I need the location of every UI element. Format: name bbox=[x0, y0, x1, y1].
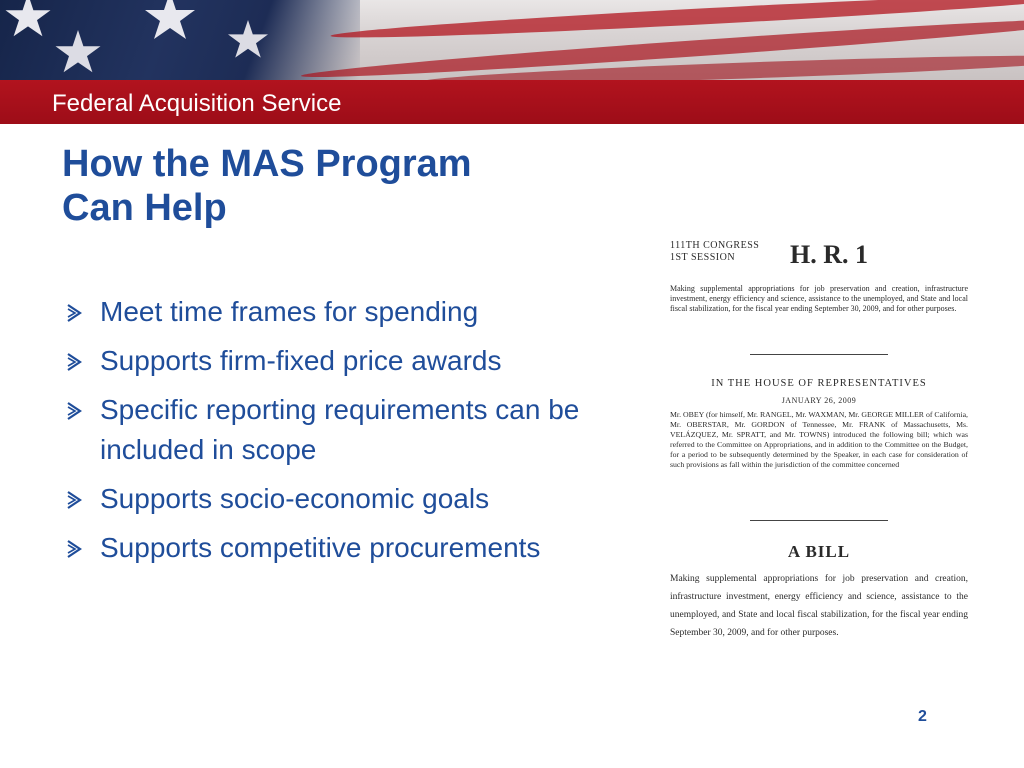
flag-stars bbox=[0, 0, 1024, 80]
bullet-item bbox=[62, 390, 602, 470]
bill-date: JANUARY 26, 2009 bbox=[781, 396, 857, 405]
bill-purpose: Making supplemental appropriations for job preservation and creation, infrastructure investment, energy efficiency and science, assistance to the unemployed, and State and local fiscal stabilization, for the fiscal year ending September 30, 2009, and for other purposes. bbox=[670, 284, 968, 313]
header-banner bbox=[0, 80, 1024, 124]
divider bbox=[750, 354, 888, 355]
bullet-text: Supports firm-fixed price awards bbox=[100, 345, 502, 376]
arrow-bullet-icon bbox=[64, 401, 84, 421]
slide-title-line: How the MAS Program bbox=[62, 143, 472, 185]
session-line: 1ST SESSION bbox=[670, 252, 736, 263]
slide-title-line: Can Help bbox=[62, 187, 227, 229]
slide-title bbox=[62, 142, 602, 230]
arrow-bullet-icon bbox=[64, 303, 84, 323]
star-icon bbox=[145, 0, 195, 39]
bullet-item bbox=[62, 528, 602, 568]
flag-header-image bbox=[0, 0, 1024, 80]
divider bbox=[750, 520, 888, 521]
congress-session bbox=[670, 240, 759, 264]
bullet-text: Meet time frames for spending bbox=[100, 296, 479, 327]
star-icon bbox=[6, 0, 51, 36]
page-number: 2 bbox=[918, 708, 927, 725]
congress-line: 111TH CONGRESS bbox=[670, 240, 760, 251]
arrow-bullet-icon bbox=[64, 490, 84, 510]
chamber-heading: IN THE HOUSE OF REPRESENTATIVES bbox=[711, 378, 927, 389]
arrow-bullet-icon bbox=[64, 352, 84, 372]
star-icon bbox=[56, 30, 101, 72]
bill-number: H. R. 1 bbox=[790, 240, 868, 269]
bullet-text: Supports socio-economic goals bbox=[100, 483, 490, 514]
bill-summary: Making supplemental appropriations for job preservation and creation, infrastructure investment, energy efficiency and science, assistance to the unemployed, and State and local fiscal stabilization, for the fiscal year ending September 30, 2009, and for other purposes. bbox=[670, 574, 968, 638]
bullet-list bbox=[62, 292, 602, 577]
arrow-bullet-icon bbox=[64, 539, 84, 559]
bill-document-image bbox=[664, 232, 974, 662]
bill-heading: A BILL bbox=[787, 542, 851, 561]
star-icon bbox=[228, 20, 268, 58]
bullet-text: Supports competitive procurements bbox=[100, 532, 541, 563]
bullet-item bbox=[62, 479, 602, 519]
bullet-item bbox=[62, 341, 602, 381]
bullet-text: Specific reporting requirements can be included in scope bbox=[100, 394, 580, 465]
banner-title: Federal Acquisition Service bbox=[52, 90, 342, 117]
bill-sponsors: Mr. OBEY (for himself, Mr. RANGEL, Mr. WAXMAN, Mr. GEORGE MILLER of California, Mr. OBERSTAR, Mr. GORDON of Tennessee, Mr. FRANK of Massachusetts, Ms. VELÁZQUEZ, Mr. SPRATT, and Mr. TOWNS) introduced the following bill; which was referred to the Committee on Appropriations, and in addition to the Committee on the Budget, for a period to be subsequently determined by the Speaker, in each case for consideration of such provisions as fall within the jurisdiction of the committee concerned bbox=[670, 410, 968, 469]
bullet-item bbox=[62, 292, 602, 332]
